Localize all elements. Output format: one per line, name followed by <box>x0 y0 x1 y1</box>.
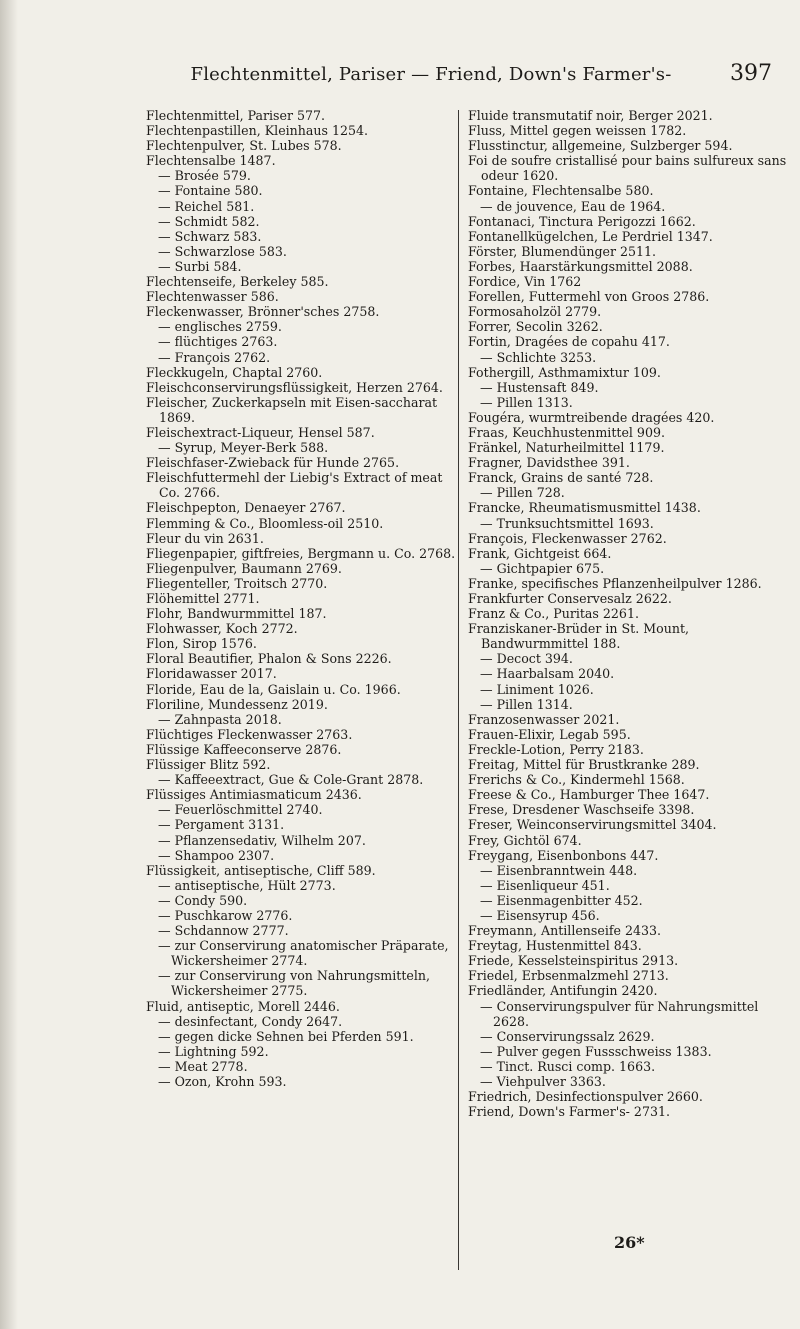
index-entry: Fluide transmutatif noir, Berger 2021. <box>468 108 713 123</box>
index-subentry: — englisches 2759. <box>158 319 282 335</box>
index-subentry: — Pillen 1313. <box>480 394 573 410</box>
index-subentry: — Pergament 3131. <box>158 817 285 833</box>
index-entry: Floride, Eau de la, Gaislain u. Co. 1966. <box>146 681 401 697</box>
index-entry: Fleur du vin 2631. <box>146 530 264 546</box>
index-entry: Fleckkugeln, Chaptal 2760. <box>146 364 323 380</box>
index-subentry: — Decoct 394. <box>480 651 573 667</box>
index-subentry: — Schmidt 582. <box>158 213 260 229</box>
index-entry: Friedel, Erbsenmalzmehl 2713. <box>468 968 669 984</box>
index-entry: Flöhemittel 2771. <box>146 591 260 606</box>
index-entry: Frank, Gichtgeist 664. <box>468 545 612 561</box>
index-entry: Flüchtiges Fleckenwasser 2763. <box>146 726 353 742</box>
index-entry: Francke, Rheumatismusmittel 1438. <box>468 500 701 516</box>
index-subentry: — François 2762. <box>158 349 271 365</box>
index-entry: Fordice, Vin 1762 <box>468 274 582 290</box>
index-entry: Forellen, Futtermehl von Groos 2786. <box>468 289 710 305</box>
index-subentry: — Reichel 581. <box>158 198 255 214</box>
index-entry: Freckle-Lotion, Perry 2183. <box>468 741 644 757</box>
index-entry: Floriline, Mundessenz 2019. <box>146 696 328 712</box>
index-subentry: — Hustensaft 849. <box>480 379 599 395</box>
index-entry: Freymann, Antillenseife 2433. <box>468 923 662 939</box>
index-subentry: — Zahnpasta 2018. <box>158 711 282 727</box>
index-entry: Fontanaci, Tinctura Perigozzi 1662. <box>468 213 696 229</box>
index-entry: Flüssiges Antimiasmaticum 2436. <box>146 787 362 803</box>
index-column-left <box>146 108 464 1089</box>
index-entry: Flohwasser, Koch 2772. <box>146 621 298 637</box>
index-subentry: — Schwarz 583. <box>158 228 262 244</box>
index-subentry: — Gichtpapier 675. <box>480 560 605 576</box>
index-entry: Franzosenwasser 2021. <box>468 711 620 727</box>
index-subentry: — Meat 2778. <box>158 1058 248 1074</box>
index-subentry: — Tinct. Rusci comp. 1663. <box>480 1058 656 1074</box>
index-subentry: — antiseptische, Hült 2773. <box>158 877 336 893</box>
index-subentry: — Eisenliqueur 451. <box>480 877 610 893</box>
index-entry: Formosaholzöl 2779. <box>468 304 602 320</box>
index-entry: Fränkel, Naturheilmittel 1179. <box>468 440 665 456</box>
index-column-right <box>468 108 790 1119</box>
index-entry: Fraas, Keuchhustenmittel 909. <box>468 424 665 440</box>
index-entry: Friedrich, Desinfectionspulver 2660. <box>468 1089 703 1105</box>
index-entry: Fleischextract-Liqueur, Hensel 587. <box>146 424 375 440</box>
index-entry: Flechtenpastillen, Kleinhaus 1254. <box>146 123 369 139</box>
index-entry: Förster, Blumendünger 2511. <box>468 243 657 259</box>
index-entry: Flechtenwasser 586. <box>146 289 279 305</box>
index-entry: Flon, Sirop 1576. <box>146 636 257 652</box>
index-subentry: — Shampoo 2307. <box>158 847 275 863</box>
index-entry: Fleischconservirungsflüssigkeit, Herzen 2764. <box>146 379 443 395</box>
index-entry: Fleischfuttermehl der Liebig's Extract of meat Co. 2766. <box>146 470 443 501</box>
index-subentry: — Syrup, Meyer-Berk 588. <box>158 440 329 456</box>
index-entry: Friede, Kesselsteinspiritus 2913. <box>468 953 679 969</box>
running-head: Flechtenmittel, Pariser — Friend, Down's Farmer's- <box>190 64 672 85</box>
index-subentry: — Puschkarow 2776. <box>158 907 293 923</box>
index-entry: Flusstinctur, allgemeine, Sulzberger 594. <box>468 138 733 154</box>
index-entry: Fliegenpapier, giftfreies, Bergmann u. Co. 2768. <box>146 545 456 561</box>
index-entry: Frese, Dresdener Waschseife 3398. <box>468 802 695 818</box>
index-entry: Freser, Weinconservirungsmittel 3404. <box>468 817 717 833</box>
index-entry: Fleischfaser-Zwieback für Hunde 2765. <box>146 455 400 471</box>
index-entry: Freitag, Mittel für Brustkranke 289. <box>468 757 700 773</box>
index-entry: Friend, Down's Farmer's- 2731. <box>468 1104 670 1120</box>
index-subentry: — Ozon, Krohn 593. <box>158 1074 287 1089</box>
signature-mark: 26* <box>614 1233 645 1252</box>
index-entry: Fougéra, wurmtreibende dragées 420. <box>468 409 715 425</box>
index-entry: Freytag, Hustenmittel 843. <box>468 938 642 954</box>
index-subentry: — Eisensyrup 456. <box>480 907 600 923</box>
index-subentry: — Kaffeeextract, Gue & Cole-Grant 2878. <box>158 772 424 788</box>
index-entry: Fliegenpulver, Baumann 2769. <box>146 560 342 576</box>
index-entry: Flemming & Co., Bloomless-oil 2510. <box>146 515 384 531</box>
index-subentry: — de jouvence, Eau de 1964. <box>480 198 666 214</box>
index-entry: Flechtensalbe 1487. <box>146 153 276 169</box>
binding-shadow <box>0 0 18 1329</box>
page-number: 397 <box>730 61 772 86</box>
index-entry: Flechtenpulver, St. Lubes 578. <box>146 138 342 154</box>
index-entry: Franziskaner-Brüder in St. Mount, Bandwurmmittel 188. <box>468 621 690 652</box>
index-entry: Flüssiger Blitz 592. <box>146 757 271 773</box>
index-entry: Floral Beautifier, Phalon & Sons 2226. <box>146 651 392 667</box>
index-entry: Fontanellkügelchen, Le Perdriel 1347. <box>468 228 713 244</box>
index-subentry: — Surbi 584. <box>158 258 242 274</box>
index-entry: Franck, Grains de santé 728. <box>468 470 654 486</box>
index-entry: Fleischpepton, Denaeyer 2767. <box>146 500 346 516</box>
index-subentry: — Lightning 592. <box>158 1043 269 1059</box>
index-subentry: — Brosée 579. <box>158 168 251 184</box>
index-subentry: — Conservirungspulver für Nahrungsmittel 2628. <box>480 998 759 1029</box>
index-entry: Fluid, antiseptic, Morell 2446. <box>146 998 340 1014</box>
index-entry: Forbes, Haarstärkungsmittel 2088. <box>468 258 693 274</box>
index-entry: Flohr, Bandwurmmittel 187. <box>146 606 327 622</box>
index-subentry: — Pillen 728. <box>480 485 565 501</box>
index-subentry: — Schwarzlose 583. <box>158 243 287 259</box>
column-divider <box>458 110 459 1270</box>
index-subentry: — Schlichte 3253. <box>480 349 597 365</box>
index-entry: Flüssigkeit, antiseptische, Cliff 589. <box>146 862 376 878</box>
index-subentry: — Fontaine 580. <box>158 183 263 199</box>
index-entry: Flüssige Kaffeeconserve 2876. <box>146 741 342 757</box>
index-subentry: — gegen dicke Sehnen bei Pferden 591. <box>158 1028 414 1044</box>
index-entry: Freese & Co., Hamburger Thee 1647. <box>468 787 710 803</box>
index-subentry: — Trunksuchtsmittel 1693. <box>480 515 654 531</box>
index-entry: Fothergill, Asthmamixtur 109. <box>468 364 661 380</box>
index-entry: François, Fleckenwasser 2762. <box>468 530 667 546</box>
index-entry: Frey, Gichtöl 674. <box>468 832 582 848</box>
index-entry: Freygang, Eisenbonbons 447. <box>468 847 659 863</box>
index-subentry: — desinfectant, Condy 2647. <box>158 1013 343 1029</box>
index-subentry: — Schdannow 2777. <box>158 923 289 939</box>
index-subentry: — Pulver gegen Fussschweiss 1383. <box>480 1043 712 1059</box>
index-entry: Friedländer, Antifungin 2420. <box>468 983 658 999</box>
index-entry: Fleischer, Zuckerkapseln mit Eisen-saccharat 1869. <box>146 394 438 425</box>
index-entry: Fortin, Dragées de copahu 417. <box>468 334 670 350</box>
index-subentry: — Liniment 1026. <box>480 681 594 697</box>
index-subentry: — flüchtiges 2763. <box>158 334 278 350</box>
index-entry: Fleckenwasser, Brönner'sches 2758. <box>146 304 380 320</box>
index-subentry: — Eisenbranntwein 448. <box>480 862 638 878</box>
index-subentry: — Conservirungssalz 2629. <box>480 1028 655 1044</box>
index-entry: Fontaine, Flechtensalbe 580. <box>468 183 654 199</box>
index-entry: Flechtenmittel, Pariser 577. <box>146 108 326 123</box>
index-entry: Frankfurter Conservesalz 2622. <box>468 591 672 606</box>
index-entry: Fluss, Mittel gegen weissen 1782. <box>468 123 687 139</box>
index-entry: Floridawasser 2017. <box>146 666 277 682</box>
index-subentry: — Pflanzensedativ, Wilhelm 207. <box>158 832 366 848</box>
index-entry: Fragner, Davidsthee 391. <box>468 455 630 471</box>
index-entry: Flechtenseife, Berkeley 585. <box>146 274 329 290</box>
index-entry: Franke, specifisches Pflanzenheilpulver 1286. <box>468 575 762 591</box>
index-subentry: — Eisenmagenbitter 452. <box>480 892 643 908</box>
index-subentry: — Haarbalsam 2040. <box>480 666 615 682</box>
index-entry: Frerichs & Co., Kindermehl 1568. <box>468 772 685 788</box>
page-header <box>140 61 772 94</box>
index-subentry: — Condy 590. <box>158 892 248 908</box>
index-entry: Forrer, Secolin 3262. <box>468 319 603 335</box>
index-entry: Fliegenteller, Troitsch 2770. <box>146 575 328 591</box>
index-entry: Foi de soufre cristallisé pour bains sulfureux sans odeur 1620. <box>468 153 787 184</box>
index-subentry: — Pillen 1314. <box>480 696 573 712</box>
index-subentry: — zur Conservirung anatomischer Präparate, Wickersheimer 2774. <box>158 938 449 969</box>
index-subentry: — Viehpulver 3363. <box>480 1074 606 1089</box>
index-subentry: — Feuerlöschmittel 2740. <box>158 802 323 818</box>
index-entry: Franz & Co., Puritas 2261. <box>468 606 639 622</box>
index-subentry: — zur Conservirung von Nahrungsmitteln, Wickersheimer 2775. <box>158 968 430 999</box>
index-entry: Frauen-Elixir, Legab 595. <box>468 726 631 742</box>
